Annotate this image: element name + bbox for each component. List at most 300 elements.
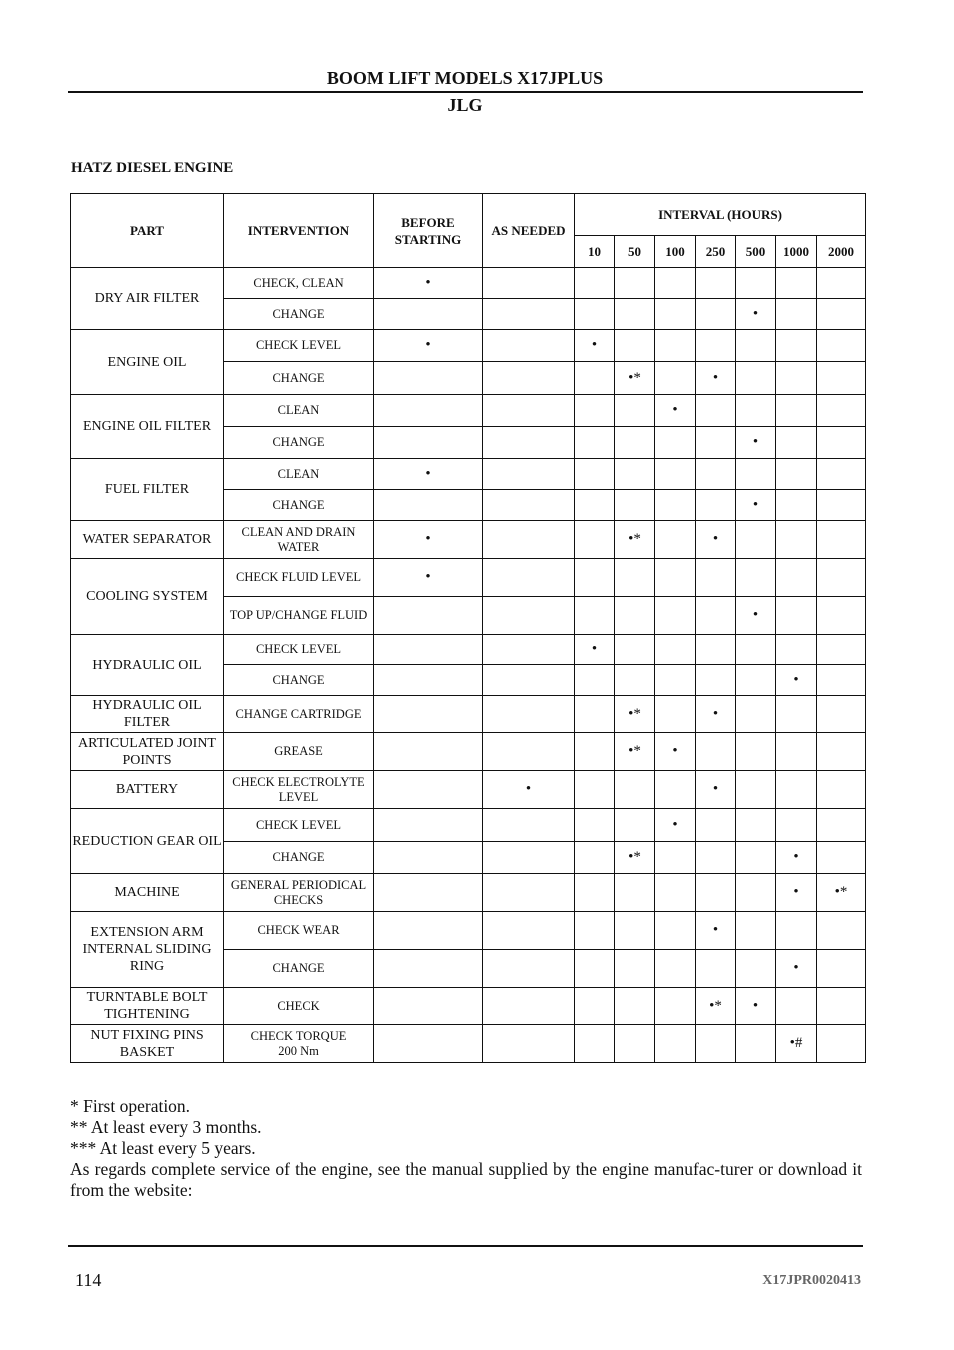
mark-cell-100h bbox=[655, 665, 696, 696]
mark-cell-250h: • bbox=[696, 521, 736, 559]
mark-cell-before-starting: • bbox=[374, 330, 483, 362]
mark-cell-500h bbox=[736, 362, 776, 395]
table-row bbox=[71, 559, 866, 597]
mark-cell-50h bbox=[615, 459, 655, 490]
intervention-cell bbox=[224, 874, 374, 912]
mark-cell-2000h: •* bbox=[817, 874, 866, 912]
mark-cell-250h bbox=[696, 733, 736, 771]
mark-cell-250h bbox=[696, 299, 736, 330]
mark-cell-10h bbox=[575, 362, 615, 395]
mark-cell-2000h bbox=[817, 635, 866, 665]
mark-cell-250h: • bbox=[696, 362, 736, 395]
intervention-label: CLEAN bbox=[277, 403, 320, 417]
mark-cell-10h bbox=[575, 597, 615, 635]
intervention-label: CHANGE bbox=[272, 672, 325, 687]
mark-cell-before-starting: • bbox=[374, 559, 483, 597]
intervention-label: CHECK WEAR bbox=[257, 923, 340, 937]
mark-cell-2000h bbox=[817, 1025, 866, 1063]
mark-cell-100h bbox=[655, 330, 696, 362]
mark-cell-1000h bbox=[776, 490, 817, 521]
mark-cell-10h bbox=[575, 988, 615, 1025]
mark-cell-before-starting bbox=[374, 874, 483, 912]
mark-cell-1000h bbox=[776, 559, 817, 597]
mark-cell-1000h bbox=[776, 395, 817, 427]
mark-cell-100h bbox=[655, 299, 696, 330]
mark-cell-as-needed bbox=[483, 330, 575, 362]
intervention-cell bbox=[224, 521, 374, 559]
mark-cell-500h bbox=[736, 635, 776, 665]
mark-cell-500h: • bbox=[736, 597, 776, 635]
mark-cell-500h bbox=[736, 459, 776, 490]
mark-cell-10h bbox=[575, 733, 615, 771]
column-header-hours-1000: 1000 bbox=[776, 236, 817, 268]
mark-cell-250h bbox=[696, 490, 736, 521]
mark-cell-2000h bbox=[817, 988, 866, 1025]
mark-cell-250h bbox=[696, 459, 736, 490]
mark-cell-250h bbox=[696, 950, 736, 988]
intervention-cell bbox=[224, 299, 374, 330]
column-header-as-needed: AS NEEDED bbox=[483, 194, 575, 268]
mark-cell-250h: • bbox=[696, 912, 736, 950]
mark-cell-as-needed bbox=[483, 635, 575, 665]
intervention-cell bbox=[224, 635, 374, 665]
column-header-hours-10: 10 bbox=[575, 236, 615, 268]
mark-cell-250h bbox=[696, 665, 736, 696]
section-title: HATZ DIESEL ENGINE bbox=[71, 160, 234, 176]
mark-cell-1000h bbox=[776, 427, 817, 459]
mark-cell-50h bbox=[615, 1025, 655, 1063]
mark-cell-2000h bbox=[817, 912, 866, 950]
document-title: BOOM LIFT MODELS X17JPLUS bbox=[326, 68, 604, 88]
mark-cell-500h bbox=[736, 912, 776, 950]
mark-cell-50h bbox=[615, 874, 655, 912]
intervention-label: CHECK LEVEL bbox=[255, 642, 342, 656]
mark-cell-2000h bbox=[817, 521, 866, 559]
mark-cell-250h bbox=[696, 1025, 736, 1063]
mark-cell-10h: • bbox=[575, 635, 615, 665]
mark-cell-250h bbox=[696, 809, 736, 842]
mark-cell-50h: •* bbox=[615, 696, 655, 733]
mark-cell-as-needed bbox=[483, 268, 575, 299]
mark-cell-2000h bbox=[817, 950, 866, 988]
mark-cell-2000h bbox=[817, 362, 866, 395]
mark-cell-1000h bbox=[776, 809, 817, 842]
mark-cell-250h bbox=[696, 597, 736, 635]
mark-cell-100h: • bbox=[655, 733, 696, 771]
part-cell: HYDRAULIC OIL FILTER bbox=[71, 696, 224, 733]
mark-cell-50h bbox=[615, 427, 655, 459]
intervention-cell bbox=[224, 696, 374, 733]
part-cell: DRY AIR FILTER bbox=[71, 268, 224, 330]
mark-cell-250h: •* bbox=[696, 988, 736, 1025]
part-cell: FUEL FILTER bbox=[71, 459, 224, 521]
intervention-label: CHECK bbox=[277, 998, 320, 1013]
mark-cell-before-starting: • bbox=[374, 459, 483, 490]
mark-cell-100h bbox=[655, 842, 696, 874]
mark-cell-10h bbox=[575, 1025, 615, 1063]
mark-cell-before-starting bbox=[374, 842, 483, 874]
mark-cell-as-needed bbox=[483, 912, 575, 950]
note-first-operation: * First operation. bbox=[70, 1096, 191, 1116]
mark-cell-2000h bbox=[817, 771, 866, 809]
column-header-hours-500: 500 bbox=[736, 236, 776, 268]
mark-cell-1000h bbox=[776, 299, 817, 330]
column-header-hours-250: 250 bbox=[696, 236, 736, 268]
intervention-label: CHANGE bbox=[272, 370, 325, 385]
mark-cell-1000h bbox=[776, 912, 817, 950]
mark-cell-50h bbox=[615, 809, 655, 842]
intervention-cell bbox=[224, 559, 374, 597]
mark-cell-100h bbox=[655, 1025, 696, 1063]
mark-cell-50h bbox=[615, 950, 655, 988]
table-row bbox=[71, 395, 866, 427]
mark-cell-2000h bbox=[817, 490, 866, 521]
mark-cell-10h: • bbox=[575, 330, 615, 362]
intervention-cell bbox=[224, 771, 374, 809]
mark-cell-10h bbox=[575, 912, 615, 950]
mark-cell-2000h bbox=[817, 809, 866, 842]
mark-cell-before-starting bbox=[374, 1025, 483, 1063]
mark-cell-100h bbox=[655, 912, 696, 950]
part-cell: ENGINE OIL bbox=[71, 330, 224, 395]
mark-cell-before-starting bbox=[374, 427, 483, 459]
part-cell: MACHINE bbox=[71, 874, 224, 912]
mark-cell-500h bbox=[736, 330, 776, 362]
intervention-label: TOP UP/CHANGE FLUID bbox=[229, 608, 368, 622]
mark-cell-10h bbox=[575, 809, 615, 842]
mark-cell-1000h bbox=[776, 268, 817, 299]
intervention-label: CHANGE bbox=[272, 435, 325, 449]
mark-cell-as-needed bbox=[483, 1025, 575, 1063]
mark-cell-1000h bbox=[776, 733, 817, 771]
part-cell: REDUCTION GEAR OIL bbox=[71, 809, 224, 874]
header-divider bbox=[68, 91, 863, 93]
mark-cell-as-needed bbox=[483, 950, 575, 988]
mark-cell-100h bbox=[655, 559, 696, 597]
mark-cell-before-starting bbox=[374, 635, 483, 665]
mark-cell-10h bbox=[575, 950, 615, 988]
mark-cell-100h bbox=[655, 521, 696, 559]
column-header-hours-100: 100 bbox=[655, 236, 696, 268]
intervention-label: CHANGE bbox=[272, 850, 325, 864]
mark-cell-500h bbox=[736, 842, 776, 874]
mark-cell-10h bbox=[575, 459, 615, 490]
mark-cell-250h bbox=[696, 635, 736, 665]
mark-cell-250h: • bbox=[696, 771, 736, 809]
mark-cell-500h: • bbox=[736, 490, 776, 521]
document-code: X17JPR0020413 bbox=[762, 1273, 861, 1288]
intervention-value: 200 Nm bbox=[278, 1043, 319, 1058]
mark-cell-500h: • bbox=[736, 299, 776, 330]
mark-cell-1000h: • bbox=[776, 950, 817, 988]
table-row bbox=[71, 330, 866, 362]
mark-cell-as-needed bbox=[483, 299, 575, 330]
intervention-cell bbox=[224, 1025, 374, 1063]
mark-cell-as-needed bbox=[483, 427, 575, 459]
mark-cell-100h bbox=[655, 490, 696, 521]
mark-cell-100h bbox=[655, 988, 696, 1025]
mark-cell-50h bbox=[615, 635, 655, 665]
mark-cell-500h bbox=[736, 696, 776, 733]
mark-cell-1000h bbox=[776, 635, 817, 665]
mark-cell-250h bbox=[696, 559, 736, 597]
mark-cell-50h bbox=[615, 771, 655, 809]
mark-cell-100h bbox=[655, 459, 696, 490]
intervention-cell bbox=[224, 950, 374, 988]
mark-cell-2000h bbox=[817, 330, 866, 362]
page-number: 114 bbox=[75, 1270, 102, 1290]
mark-cell-500h bbox=[736, 771, 776, 809]
mark-cell-50h: •* bbox=[615, 842, 655, 874]
mark-cell-2000h bbox=[817, 459, 866, 490]
intervention-cell bbox=[224, 362, 374, 395]
mark-cell-1000h bbox=[776, 521, 817, 559]
part-cell: TURNTABLE BOLT TIGHTENING bbox=[71, 988, 224, 1025]
mark-cell-50h bbox=[615, 912, 655, 950]
intervention-cell bbox=[224, 330, 374, 362]
mark-cell-10h bbox=[575, 874, 615, 912]
intervention-cell bbox=[224, 733, 374, 771]
intervention-cell bbox=[224, 459, 374, 490]
mark-cell-before-starting bbox=[374, 490, 483, 521]
mark-cell-as-needed bbox=[483, 597, 575, 635]
intervention-cell bbox=[224, 912, 374, 950]
mark-cell-1000h bbox=[776, 771, 817, 809]
mark-cell-before-starting bbox=[374, 597, 483, 635]
mark-cell-as-needed bbox=[483, 459, 575, 490]
intervention-label: CHECK FLUID LEVEL bbox=[236, 570, 361, 584]
mark-cell-as-needed bbox=[483, 842, 575, 874]
mark-cell-500h bbox=[736, 809, 776, 842]
table-row bbox=[71, 696, 866, 733]
mark-cell-10h bbox=[575, 559, 615, 597]
note-engine-service: As regards complete service of the engine, see the manual supplied by the engine manufac-turer or download it from the website: bbox=[70, 1159, 862, 1200]
intervention-label: CHECK LEVEL bbox=[255, 338, 342, 352]
mark-cell-10h bbox=[575, 521, 615, 559]
mark-cell-2000h bbox=[817, 597, 866, 635]
mark-cell-10h bbox=[575, 696, 615, 733]
mark-cell-500h: • bbox=[736, 988, 776, 1025]
mark-cell-50h bbox=[615, 299, 655, 330]
mark-cell-250h bbox=[696, 395, 736, 427]
column-header-hours-2000: 2000 bbox=[817, 236, 866, 268]
mark-cell-as-needed bbox=[483, 362, 575, 395]
mark-cell-as-needed bbox=[483, 395, 575, 427]
mark-cell-as-needed: • bbox=[483, 771, 575, 809]
mark-cell-before-starting bbox=[374, 733, 483, 771]
table-row bbox=[71, 809, 866, 842]
mark-cell-100h bbox=[655, 771, 696, 809]
mark-cell-100h bbox=[655, 362, 696, 395]
table-row bbox=[71, 988, 866, 1025]
intervention-cell bbox=[224, 597, 374, 635]
mark-cell-500h bbox=[736, 665, 776, 696]
mark-cell-as-needed bbox=[483, 733, 575, 771]
mark-cell-100h bbox=[655, 268, 696, 299]
mark-cell-as-needed bbox=[483, 696, 575, 733]
mark-cell-50h bbox=[615, 559, 655, 597]
mark-cell-50h bbox=[615, 988, 655, 1025]
mark-cell-250h bbox=[696, 842, 736, 874]
mark-cell-as-needed bbox=[483, 490, 575, 521]
intervention-cell bbox=[224, 490, 374, 521]
intervention-label: CHECK TORQUE bbox=[250, 1028, 347, 1043]
mark-cell-as-needed bbox=[483, 874, 575, 912]
mark-cell-100h bbox=[655, 696, 696, 733]
mark-cell-1000h bbox=[776, 459, 817, 490]
mark-cell-before-starting: • bbox=[374, 268, 483, 299]
intervention-cell bbox=[224, 842, 374, 874]
mark-cell-before-starting bbox=[374, 912, 483, 950]
brand-name: JLG bbox=[447, 95, 483, 115]
table-row bbox=[71, 874, 866, 912]
mark-cell-before-starting bbox=[374, 395, 483, 427]
mark-cell-250h: • bbox=[696, 696, 736, 733]
mark-cell-1000h bbox=[776, 330, 817, 362]
intervention-label: CHANGE CARTRIDGE bbox=[235, 706, 362, 721]
mark-cell-2000h bbox=[817, 559, 866, 597]
intervention-cell bbox=[224, 988, 374, 1025]
mark-cell-50h bbox=[615, 268, 655, 299]
mark-cell-100h: • bbox=[655, 395, 696, 427]
intervention-cell bbox=[224, 665, 374, 696]
intervention-label: CHANGE bbox=[272, 497, 325, 512]
mark-cell-50h bbox=[615, 330, 655, 362]
column-header-interval: INTERVAL (HOURS) bbox=[575, 194, 866, 236]
mark-cell-10h bbox=[575, 771, 615, 809]
notes bbox=[70, 1096, 862, 1201]
mark-cell-10h bbox=[575, 268, 615, 299]
mark-cell-1000h bbox=[776, 988, 817, 1025]
mark-cell-as-needed bbox=[483, 521, 575, 559]
mark-cell-1000h bbox=[776, 597, 817, 635]
mark-cell-2000h bbox=[817, 842, 866, 874]
part-cell: HYDRAULIC OIL bbox=[71, 635, 224, 696]
intervention-label: CHECK, CLEAN bbox=[253, 275, 344, 290]
intervention-label: CHECK ELECTROLYTE LEVEL bbox=[232, 774, 365, 804]
mark-cell-1000h: • bbox=[776, 842, 817, 874]
mark-cell-100h: • bbox=[655, 809, 696, 842]
part-cell: COOLING SYSTEM bbox=[71, 559, 224, 635]
mark-cell-50h bbox=[615, 490, 655, 521]
mark-cell-50h bbox=[615, 597, 655, 635]
mark-cell-100h bbox=[655, 427, 696, 459]
mark-cell-500h bbox=[736, 395, 776, 427]
column-header-hours-50: 50 bbox=[615, 236, 655, 268]
mark-cell-as-needed bbox=[483, 665, 575, 696]
table-row bbox=[71, 733, 866, 771]
mark-cell-2000h bbox=[817, 665, 866, 696]
mark-cell-500h bbox=[736, 559, 776, 597]
mark-cell-250h bbox=[696, 330, 736, 362]
note-three-months: ** At least every 3 months. bbox=[70, 1117, 262, 1137]
mark-cell-before-starting bbox=[374, 771, 483, 809]
mark-cell-100h bbox=[655, 874, 696, 912]
maintenance-table bbox=[70, 193, 866, 1063]
mark-cell-100h bbox=[655, 635, 696, 665]
mark-cell-50h bbox=[615, 665, 655, 696]
mark-cell-before-starting bbox=[374, 299, 483, 330]
mark-cell-2000h bbox=[817, 427, 866, 459]
mark-cell-500h bbox=[736, 268, 776, 299]
mark-cell-50h: •* bbox=[615, 362, 655, 395]
table-row bbox=[71, 771, 866, 809]
part-cell: BATTERY bbox=[71, 771, 224, 809]
mark-cell-500h bbox=[736, 950, 776, 988]
mark-cell-500h: • bbox=[736, 427, 776, 459]
mark-cell-2000h bbox=[817, 299, 866, 330]
intervention-cell bbox=[224, 427, 374, 459]
intervention-label: CHANGE bbox=[272, 306, 325, 321]
column-header-intervention: INTERVENTION bbox=[224, 194, 374, 268]
mark-cell-10h bbox=[575, 299, 615, 330]
mark-cell-2000h bbox=[817, 733, 866, 771]
mark-cell-100h bbox=[655, 597, 696, 635]
part-cell: ENGINE OIL FILTER bbox=[71, 395, 224, 459]
mark-cell-before-starting bbox=[374, 988, 483, 1025]
mark-cell-before-starting bbox=[374, 696, 483, 733]
mark-cell-1000h bbox=[776, 362, 817, 395]
mark-cell-500h bbox=[736, 1025, 776, 1063]
mark-cell-10h bbox=[575, 395, 615, 427]
mark-cell-50h: •* bbox=[615, 521, 655, 559]
mark-cell-500h bbox=[736, 733, 776, 771]
mark-cell-2000h bbox=[817, 696, 866, 733]
mark-cell-before-starting bbox=[374, 362, 483, 395]
mark-cell-as-needed bbox=[483, 809, 575, 842]
part-cell: WATER SEPARATOR bbox=[71, 521, 224, 559]
table-row bbox=[71, 635, 866, 665]
mark-cell-as-needed bbox=[483, 988, 575, 1025]
table-row bbox=[71, 521, 866, 559]
column-header-before-starting: BEFORE STARTING bbox=[374, 194, 483, 268]
mark-cell-250h bbox=[696, 427, 736, 459]
intervention-label: GENERAL PERIODICAL CHECKS bbox=[230, 877, 367, 907]
mark-cell-1000h: • bbox=[776, 665, 817, 696]
mark-cell-2000h bbox=[817, 268, 866, 299]
mark-cell-100h bbox=[655, 950, 696, 988]
intervention-label: CHANGE bbox=[272, 961, 325, 975]
mark-cell-before-starting bbox=[374, 665, 483, 696]
mark-cell-before-starting bbox=[374, 809, 483, 842]
mark-cell-10h bbox=[575, 427, 615, 459]
mark-cell-10h bbox=[575, 665, 615, 696]
intervention-cell bbox=[224, 268, 374, 299]
mark-cell-250h bbox=[696, 268, 736, 299]
mark-cell-50h: •* bbox=[615, 733, 655, 771]
table-row bbox=[71, 1025, 866, 1063]
intervention-cell bbox=[224, 809, 374, 842]
table-row bbox=[71, 912, 866, 950]
intervention-label: CHECK LEVEL bbox=[255, 817, 342, 832]
footer-divider bbox=[68, 1245, 863, 1247]
intervention-label: GREASE bbox=[274, 744, 323, 758]
mark-cell-10h bbox=[575, 842, 615, 874]
intervention-cell bbox=[224, 395, 374, 427]
intervention-label: CLEAN AND DRAIN WATER bbox=[241, 524, 356, 554]
mark-cell-250h bbox=[696, 874, 736, 912]
table-row bbox=[71, 459, 866, 490]
mark-cell-1000h: •# bbox=[776, 1025, 817, 1063]
mark-cell-10h bbox=[575, 490, 615, 521]
mark-cell-1000h bbox=[776, 696, 817, 733]
mark-cell-2000h bbox=[817, 395, 866, 427]
mark-cell-500h bbox=[736, 521, 776, 559]
mark-cell-500h bbox=[736, 874, 776, 912]
mark-cell-before-starting bbox=[374, 950, 483, 988]
mark-cell-as-needed bbox=[483, 559, 575, 597]
mark-cell-before-starting: • bbox=[374, 521, 483, 559]
